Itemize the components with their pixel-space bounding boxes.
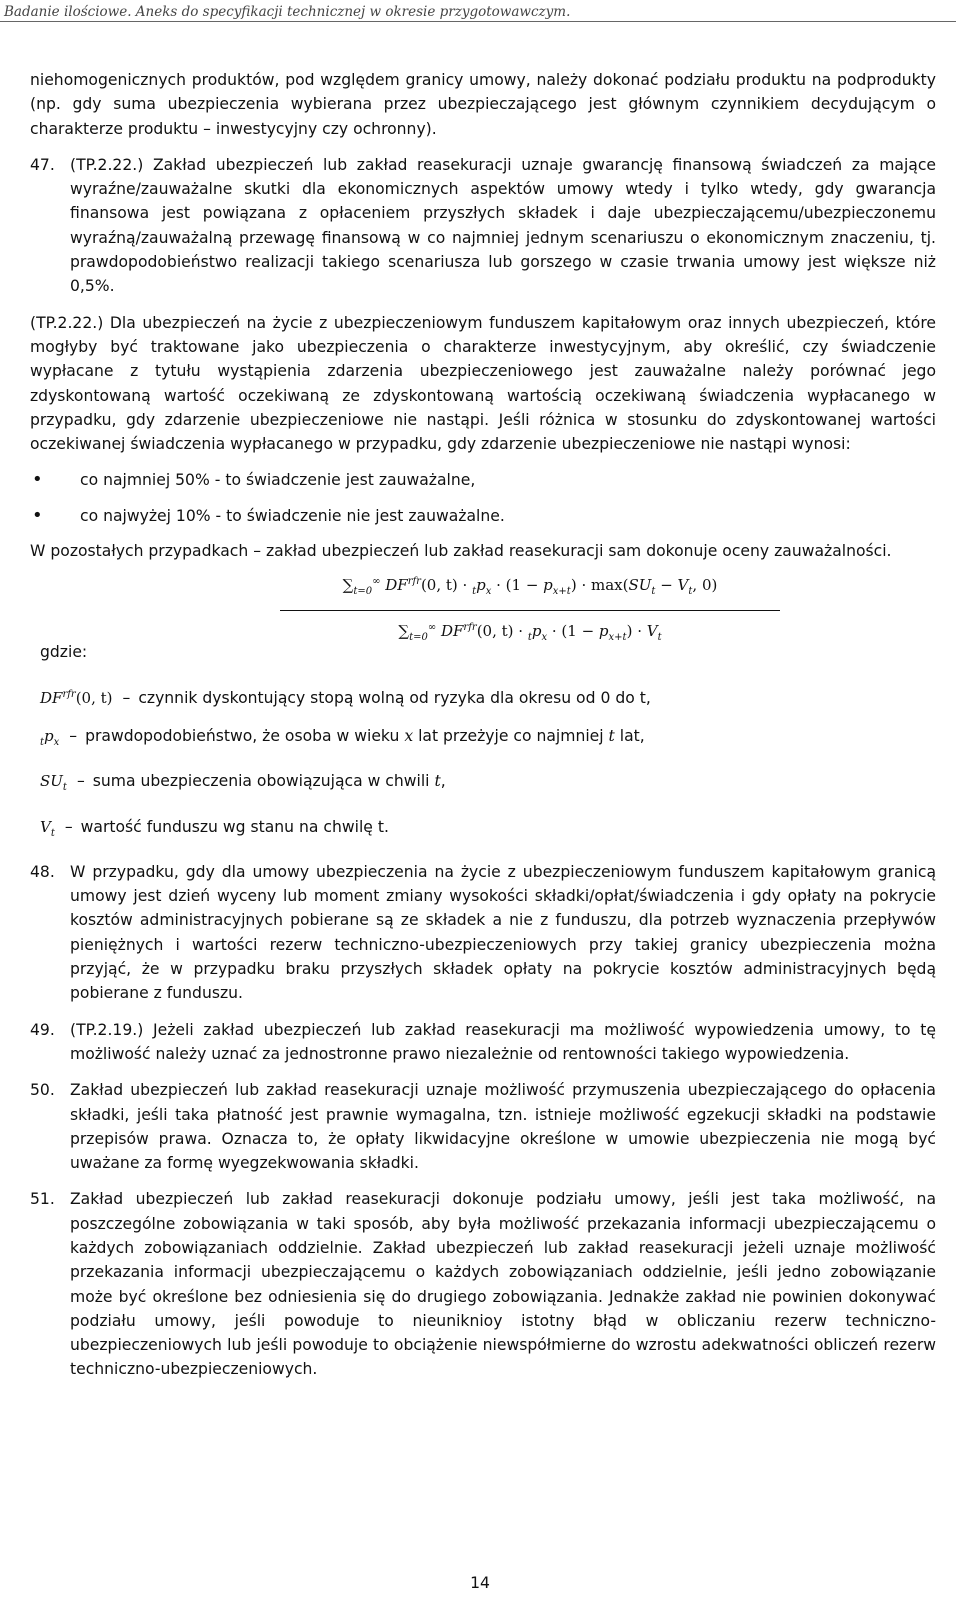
- list-item: [30, 468, 936, 492]
- item-text: Zakład ubezpieczeń lub zakład reasekuracji uznaje możliwość przymuszenia ubezpieczającego do opłacenia składki, jeśli taka płatność jest prawnie wymagalna, tzn. istnieje możliwość egzekucji składki na podstawie przepisów prawa. Oznacza to, że opłaty likwidacyjne określone w umowie ubezpieczenia nie mogą być uważane za formę wyegzekwowania składki.: [70, 1081, 936, 1173]
- definition-text: wartość funduszu wg stanu na chwilę t.: [80, 817, 389, 836]
- intro-paragraph: niehomogenicznych produktów, pod względem granicy umowy, należy dokonać podziału produktu na podprodukty (np. gdy suma ubezpieczenia wybierana przez ubezpieczającego jest głównym czynnikiem decydującym o charakterze produktu – inwestycyjny czy ochronny).: [30, 71, 936, 138]
- page-content: [30, 68, 936, 1394]
- definition-symbol: $SU_t$: [40, 772, 67, 794]
- definition-sut: $SU_t$ – suma ubezpieczenia obowiązująca w chwili t,: [40, 769, 936, 800]
- item-number: 47.: [30, 155, 55, 174]
- bullet-text: co najmniej 50% - to świadczenie jest zauważalne,: [80, 471, 476, 490]
- definition-tpx: $_tp_x$ – prawdopodobieństwo, że osoba w wieku x lat przeżyje co najmniej t lat,: [40, 724, 936, 755]
- definition-symbol: $V_t$: [40, 817, 55, 839]
- item-number: 49.: [30, 1020, 55, 1039]
- tp-paragraph: (TP.2.22.) Dla ubezpieczeń na życie z ubezpieczeniowym funduszem kapitałowym oraz innych ubezpieczeń, które mogłyby być traktowane jako ubezpieczenia o charakterze inwestycyjnym, aby określić, czy świadczenie wypłacane z tytułu wystąpienia zdarzenia ubezpieczeniowego jest zauważalne należy porównać jego zdyskontowaną wartość oczekiwaną ze zdyskontowaną wartością oczekiwaną świadczenia wypłacanego w przypadku, gdy zdarzenie ubezpieczeniowe nie nastąpi. Jeśli różnica w stosunku do zdyskontowanej wartości oczekiwanej świadczenia wypłacanego w przypadku, gdy zdarzenie ubezpieczeniowe nie nastąpi wynosi:: [30, 313, 936, 454]
- bullet-text: co najwyżej 10% - to świadczenie nie jest zauważalne.: [80, 506, 505, 525]
- item-text: (TP.2.22.) Zakład ubezpieczeń lub zakład reasekuracji uznaje gwarancję finansową świadczeń za mające wyraźne/zauważalne skutki dla ekonomicznych aspektów umowy wtedy i tylko wtedy, gdy gwarancja finansowa jest powiązana z opłaceniem przyszłych składek i daje ubezpieczającemu/ubezpieczonemu wyraźną/zauważalną przewagę finansową w co najmniej jednym scenariuszu o ekonomicznym znaczeniu, tj. prawdopodobieństwo realizacji takiego scenariusza lub gorszego w czasie trwania umowy jest większe niż 0,5%.: [70, 155, 936, 296]
- definition-symbol: $_tp_x$: [40, 726, 60, 748]
- materiality-formula: [280, 568, 780, 650]
- definition-text: prawdopodobieństwo, że osoba w wieku x lat przeżyje co najmniej t lat,: [85, 726, 645, 745]
- other-cases-paragraph: W pozostałych przypadkach – zakład ubezpieczeń lub zakład reasekuracji sam dokonuje oceny zauważalności.: [30, 542, 892, 561]
- item-text: W przypadku, gdy dla umowy ubezpieczenia na życie z ubezpieczeniowym funduszem kapitałowym granicą umowy jest dzień wyceny lub moment zmiany wysokości składki/opłat/świadczenia i gdy opłaty na pokrycie kosztów administracyjnych pobierane są ze składek a nie z funduszu, dla potrzeb wyznaczenia przepływów pieniężnych i wartości rezerw techniczno-ubezpieczeniowych przy takiej granicy ubezpieczenia można przyjąć, że w przypadku braku przyszłych składek opłaty na pokrycie kosztów administracyjnych będą pobierane z funduszu.: [70, 862, 936, 1003]
- running-header: Badanie ilościowe. Aneks do specyfikacji technicznej w okresie przygotowawczym.: [4, 4, 571, 20]
- page-number: 14: [470, 1574, 490, 1592]
- definition-vt: $V_t$ – wartość funduszu wg stanu na chwilę t.: [40, 815, 936, 846]
- item-number: 51.: [30, 1190, 55, 1209]
- item-number: 50.: [30, 1081, 55, 1100]
- formula-block: [30, 568, 936, 643]
- definition-text: suma ubezpieczenia obowiązująca w chwili t,: [92, 772, 446, 791]
- definition-text: czynnik dyskontujący stopą wolną od ryzyka dla okresu od 0 do t,: [138, 688, 651, 707]
- where-label: gdzie:: [40, 643, 88, 662]
- bullet-list: [30, 468, 936, 528]
- formula-denominator: $\sum_{t=0}^\infty$ $DF^{rfr}(0$, $t) \cdot _tp_x \cdot (1 - p_{x+t}) \cdot V_t$: [398, 621, 662, 643]
- bullet-icon: •: [32, 504, 43, 526]
- list-item: [30, 504, 936, 528]
- definition-df: $DF^{rfr}(0$, t) – czynnik dyskontujący stopą wolną od ryzyka dla okresu od 0 do t,: [40, 683, 936, 710]
- list-item-48: [30, 860, 936, 1006]
- header-divider: [0, 21, 956, 22]
- item-number: 48.: [30, 862, 55, 881]
- list-item-49: [30, 1018, 936, 1067]
- item-text: (TP.2.19.) Jeżeli zakład ubezpieczeń lub zakład reasekuracji ma możliwość wypowiedzenia umowy, to tę możliwość należy uznać za jednostronne prawo niezależnie od rentowności takiego wypowiedzenia.: [70, 1020, 936, 1063]
- list-item-51: [30, 1187, 936, 1381]
- bullet-icon: •: [32, 469, 43, 491]
- definition-symbol: $DF^{rfr}(0$, t): [40, 688, 113, 707]
- list-item-50: [30, 1078, 936, 1175]
- formula-numerator: $\sum_{t=0}^\infty$ $DF^{rfr}(0$, $t) \cdot _tp_x \cdot (1 - p_{x+t}) \cdot \max(SU_t - V_t$, 0): [280, 568, 780, 610]
- item-text: Zakład ubezpieczeń lub zakład reasekuracji dokonuje podziału umowy, jeśli jest taka możliwość, na poszczególne zobowiązania w taki sposób, aby była możliwość przekazania informacji ubezpieczającemu o każdych zobowiązaniach oddzielnie. Zakład ubezpieczeń lub zakład reasekuracji jeżeli uznaje możliwość przekazania informacji ubezpieczającemu o każdych zobowiązaniach oddzielnie, jeśli jedno zobowiązanie może być określone bez odniesienia się do drugiego zobowiązania. Jednakże zakład nie powinien dokonywać podziału umowy, jeśli powoduje to nieuniknioy istotny błąd w obliczaniu rezerw techniczno-ubezpieczeniowych lub jeśli powoduje to obciążenie niewspółmierne do wzrostu adekwatności obliczeń rezerw techniczno-ubezpieczeniowych.: [70, 1190, 936, 1379]
- list-item-47: [30, 153, 936, 299]
